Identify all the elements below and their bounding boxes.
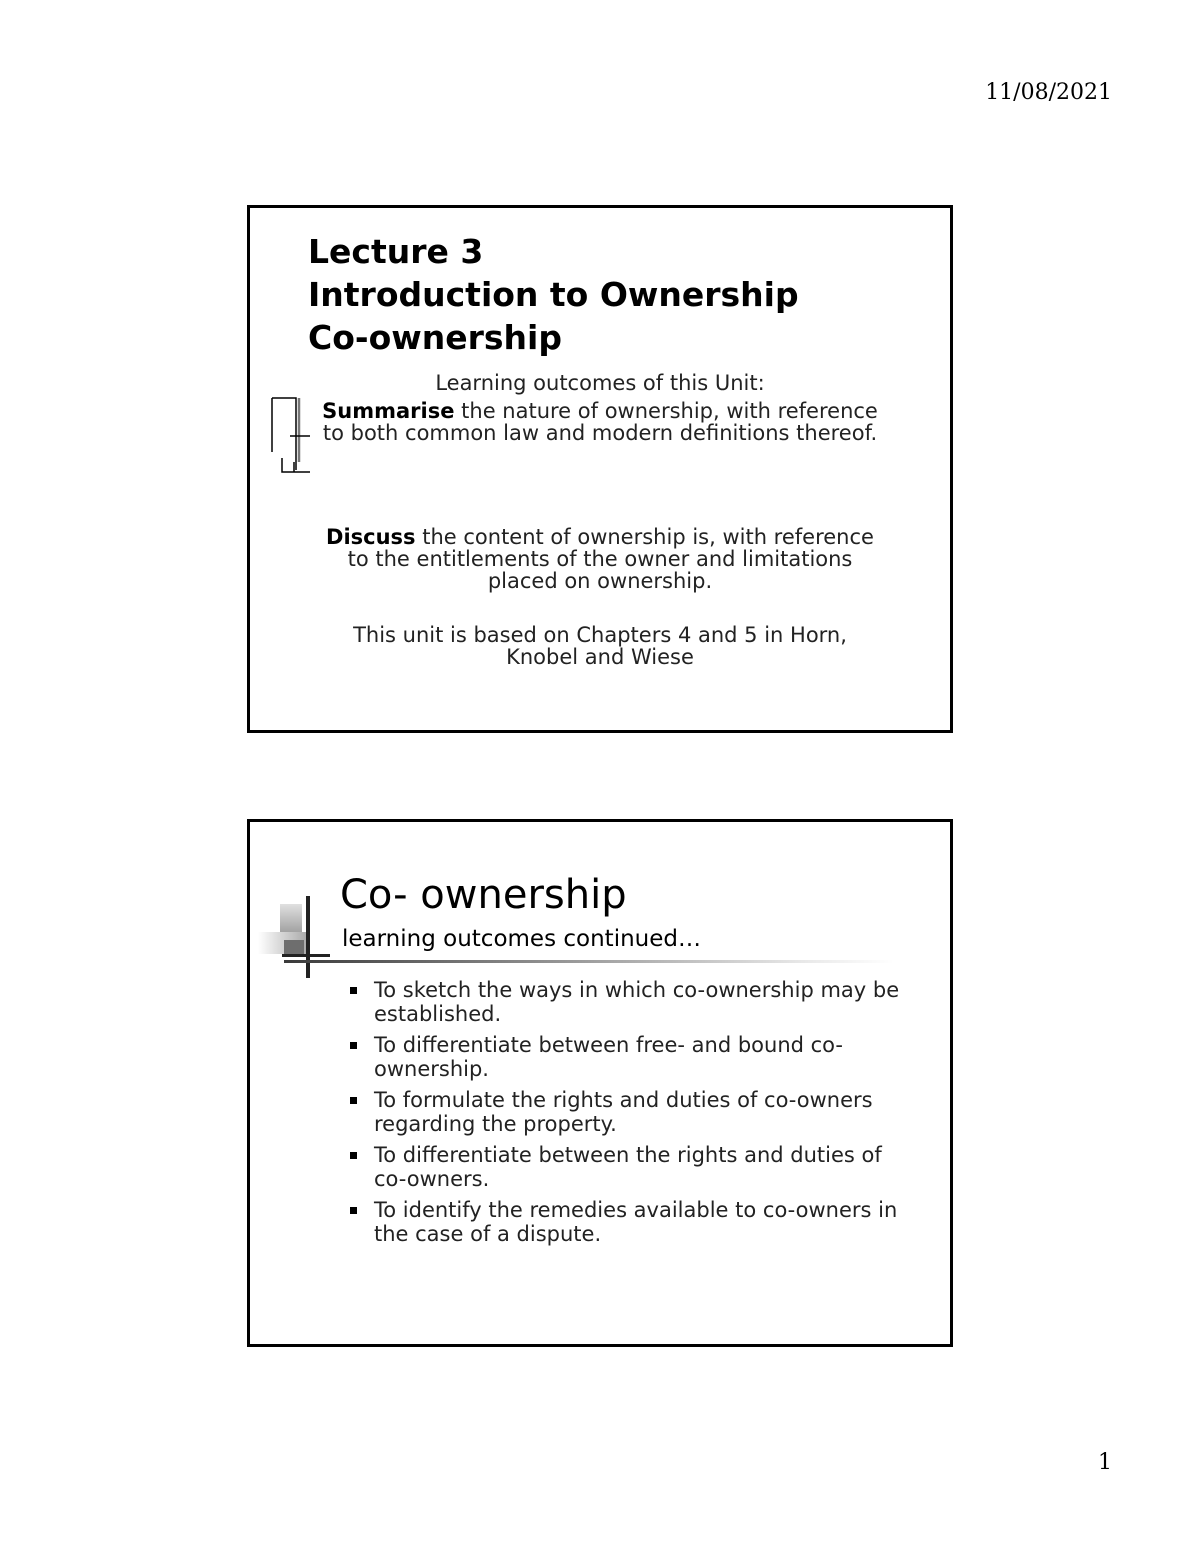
slide-2-title: Co- ownership: [340, 872, 627, 918]
outcomes-list: [348, 978, 918, 1253]
list-item-text: To differentiate between the rights and duties of co-owners.: [374, 1143, 882, 1191]
unit-source-note: This unit is based on Chapters 4 and 5 in Horn, Knobel and Wiese: [353, 623, 847, 669]
slide-1: [247, 205, 953, 733]
list-item-text: To differentiate between free- and bound co-ownership.: [374, 1033, 843, 1081]
slide-1-title: [308, 230, 799, 359]
outcome-summarise-text: the nature of ownership, with reference to both common law and modern definitions thereof.: [322, 399, 878, 445]
learning-outcomes-label: Learning outcomes of this Unit:: [435, 371, 765, 395]
list-item: [348, 1033, 918, 1081]
outcome-discuss-keyword: Discuss: [326, 525, 416, 549]
page-date: 11/08/2021: [985, 80, 1112, 105]
square-bullet-icon: [350, 1207, 357, 1214]
list-item: [348, 978, 918, 1026]
outcome-discuss: [320, 526, 880, 592]
outcome-summarise-keyword: Summarise: [322, 399, 455, 423]
cross-ornament-icon: [250, 892, 330, 982]
list-item: [348, 1143, 918, 1191]
outcome-discuss-text: the content of ownership is, with reference to the entitlements of the owner and limitations placed on ownership.: [347, 525, 874, 593]
list-item-text: To sketch the ways in which co-ownership may be established.: [374, 978, 900, 1026]
square-bullet-icon: [350, 1042, 357, 1049]
slide-1-title-line-2: Introduction to Ownership: [308, 275, 799, 314]
list-item-text: To identify the remedies available to co-owners in the case of a dispute.: [374, 1198, 898, 1246]
list-item-text: To formulate the rights and duties of co-owners regarding the property.: [374, 1088, 873, 1136]
title-divider: [284, 960, 894, 963]
square-bullet-icon: [350, 1152, 357, 1159]
list-item: [348, 1088, 918, 1136]
square-bullet-icon: [350, 1097, 357, 1104]
outcome-summarise: [320, 400, 880, 444]
slide-1-title-line-1: Lecture 3: [308, 232, 484, 271]
list-item: [348, 1198, 918, 1246]
slide-1-title-line-3: Co-ownership: [308, 318, 562, 357]
slide-2: [247, 819, 953, 1347]
slide-2-subtitle: learning outcomes continued…: [342, 926, 701, 952]
bracket-ornament-icon: [270, 394, 315, 480]
square-bullet-icon: [350, 987, 357, 994]
page-number: 1: [1098, 1450, 1112, 1475]
